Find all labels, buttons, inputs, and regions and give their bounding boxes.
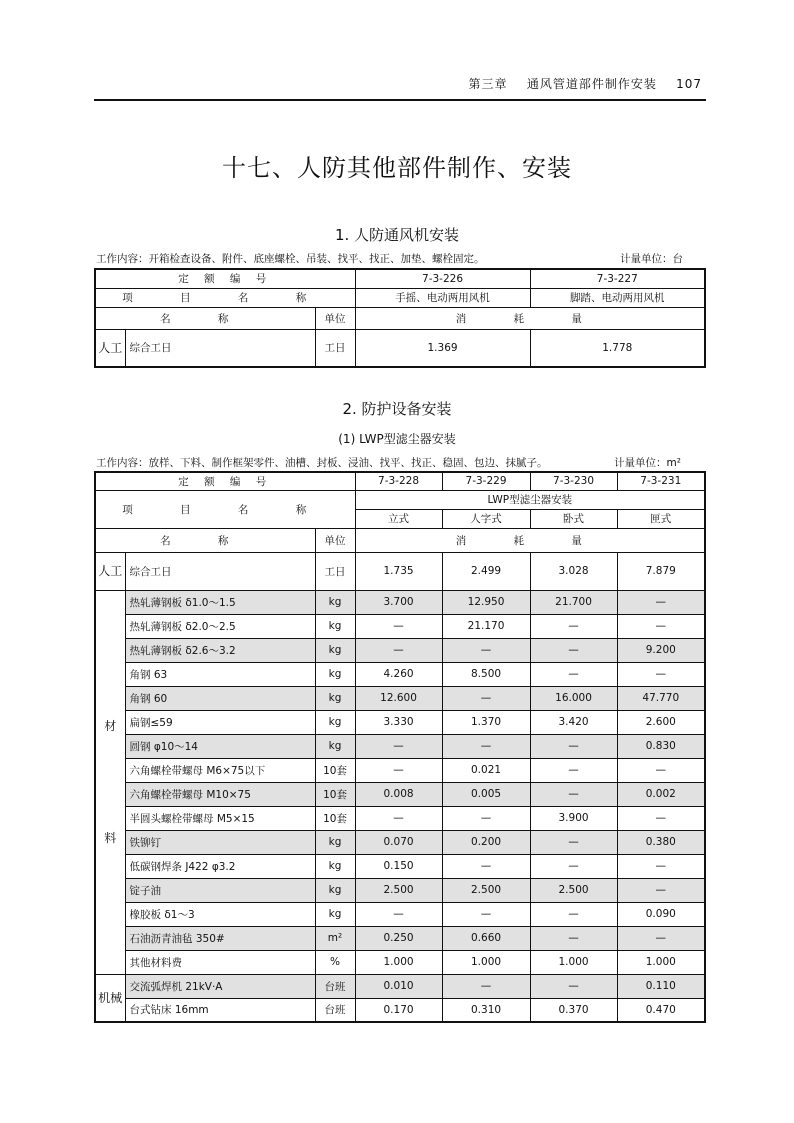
item-row: [95, 288, 705, 307]
unit-header: 单位: [315, 307, 355, 329]
table-row: [95, 590, 705, 614]
machines-section: [95, 974, 705, 1022]
row-value: —: [530, 758, 617, 782]
labor-value: 1.778: [530, 329, 705, 367]
machines-category: [95, 974, 125, 1022]
labor-value: 2.499: [442, 552, 530, 590]
running-header: [469, 75, 702, 92]
row-value: 0.008: [355, 782, 442, 806]
row-value: 1.000: [530, 950, 617, 974]
code-row: [95, 269, 705, 288]
code-cell: 7-3-226: [355, 269, 530, 288]
section1-title: 1. 人防通风机安装: [334, 226, 460, 244]
table-row: [95, 806, 705, 830]
table-row: [95, 734, 705, 758]
labor-unit: 工日: [315, 329, 355, 367]
page-number: 107: [676, 77, 702, 91]
row-value: —: [530, 902, 617, 926]
fan-install-table: [94, 268, 706, 368]
row-name: 台式钻床 16mm: [125, 998, 315, 1022]
consumption-header: 消 耗 量: [355, 528, 705, 552]
row-unit: kg: [315, 734, 355, 758]
item-cell: 立式: [355, 509, 442, 528]
row-value: 2.500: [355, 878, 442, 902]
code-label: 定 额 编 号: [95, 472, 355, 490]
code-cell: 7-3-228: [355, 472, 442, 490]
row-value: 1.370: [442, 710, 530, 734]
row-name: 半圆头螺栓带螺母 M5×15: [125, 806, 315, 830]
row-value: —: [617, 590, 705, 614]
group-header-row: [95, 490, 705, 509]
row-unit: kg: [315, 638, 355, 662]
code-row: [95, 472, 705, 490]
header-rule: [94, 99, 706, 101]
row-unit: kg: [315, 878, 355, 902]
row-name: 圆钢 φ10～14: [125, 734, 315, 758]
materials-category-char: 料: [104, 831, 117, 845]
consumption-header: 消 耗 量: [355, 307, 705, 329]
row-value: 0.170: [355, 998, 442, 1022]
row-value: —: [617, 614, 705, 638]
item-cell: 手摇、电动两用风机: [355, 288, 530, 307]
row-unit: 台班: [315, 998, 355, 1022]
row-value: —: [530, 782, 617, 806]
unit-header: 单位: [315, 528, 355, 552]
row-unit: kg: [315, 710, 355, 734]
row-unit: kg: [315, 590, 355, 614]
row-name: 热轧薄钢板 δ2.6～3.2: [125, 638, 315, 662]
row-name: 角钢 60: [125, 686, 315, 710]
labor-value: 7.879: [617, 552, 705, 590]
row-name: 六角螺栓带螺母 M6×75以下: [125, 758, 315, 782]
materials-section: [95, 590, 705, 974]
row-value: 1.000: [442, 950, 530, 974]
row-value: —: [442, 806, 530, 830]
row-unit: kg: [315, 854, 355, 878]
row-value: 0.470: [617, 998, 705, 1022]
row-value: 0.070: [355, 830, 442, 854]
labor-unit: 工日: [315, 552, 355, 590]
row-value: 1.000: [355, 950, 442, 974]
labor-value: 1.369: [355, 329, 530, 367]
row-unit: kg: [315, 830, 355, 854]
row-unit: %: [315, 950, 355, 974]
column-header-row: [95, 307, 705, 329]
row-value: —: [442, 854, 530, 878]
row-value: 3.700: [355, 590, 442, 614]
row-unit: kg: [315, 614, 355, 638]
materials-category-char: 材: [104, 719, 117, 733]
row-value: —: [617, 926, 705, 950]
labor-category: 人工: [95, 552, 125, 590]
item-cell: 脚踏、电动两用风机: [530, 288, 705, 307]
row-value: 0.660: [442, 926, 530, 950]
section2-title: 2. 防护设备安装: [342, 400, 452, 418]
labor-value: 1.735: [355, 552, 442, 590]
row-unit: 10套: [315, 806, 355, 830]
table-row: [95, 758, 705, 782]
row-value: —: [355, 614, 442, 638]
row-name: 交流弧焊机 21kV·A: [125, 974, 315, 998]
row-value: —: [355, 734, 442, 758]
row-unit: 10套: [315, 758, 355, 782]
row-value: 16.000: [530, 686, 617, 710]
code-cell: 7-3-231: [617, 472, 705, 490]
row-value: —: [442, 686, 530, 710]
row-value: —: [442, 974, 530, 998]
row-name: 石油沥青油毡 350#: [125, 926, 315, 950]
row-value: —: [355, 902, 442, 926]
row-value: —: [530, 830, 617, 854]
row-value: 0.150: [355, 854, 442, 878]
table-row: [95, 662, 705, 686]
section2-unit: 计量单位：m²: [614, 457, 681, 469]
row-name: 角钢 63: [125, 662, 315, 686]
row-name: 锭子油: [125, 878, 315, 902]
row-value: 21.700: [530, 590, 617, 614]
code-cell: 7-3-227: [530, 269, 705, 288]
item-label: 项 目 名 称: [95, 288, 355, 307]
row-value: 2.600: [617, 710, 705, 734]
section1-work-content: 工作内容：开箱检查设备、附件、底座螺栓、吊装、找平、找正、加垫、螺栓固定。: [96, 253, 485, 265]
row-value: —: [617, 854, 705, 878]
row-value: —: [530, 926, 617, 950]
table-row: [95, 854, 705, 878]
table-row: [95, 686, 705, 710]
section2-work-content: 工作内容：放样、下料、制作框架零件、油槽、封板、浸油、找平、找正、稳固、包边、抹腻子。: [96, 457, 548, 469]
name-header: 名 称: [95, 307, 315, 329]
item-cell: 卧式: [530, 509, 617, 528]
row-value: 3.420: [530, 710, 617, 734]
row-name: 热轧薄钢板 δ2.0～2.5: [125, 614, 315, 638]
table-row: [95, 926, 705, 950]
page-title: 十七、人防其他部件制作、安装: [222, 154, 572, 182]
table-row: [95, 830, 705, 854]
row-value: 0.380: [617, 830, 705, 854]
row-value: —: [617, 758, 705, 782]
row-value: —: [442, 734, 530, 758]
row-value: 21.170: [442, 614, 530, 638]
row-value: 0.021: [442, 758, 530, 782]
group-header: LWP型滤尘器安装: [355, 490, 705, 509]
row-value: 0.110: [617, 974, 705, 998]
row-value: —: [442, 902, 530, 926]
row-value: —: [617, 878, 705, 902]
row-value: 0.090: [617, 902, 705, 926]
row-value: —: [617, 806, 705, 830]
labor-name: 综合工日: [125, 329, 315, 367]
chapter-number: 第三章: [468, 77, 508, 91]
table-row: [95, 950, 705, 974]
row-unit: kg: [315, 902, 355, 926]
row-value: 0.005: [442, 782, 530, 806]
table-row: [95, 902, 705, 926]
row-unit: kg: [315, 662, 355, 686]
row-value: 2.500: [442, 878, 530, 902]
row-name: 其他材料费: [125, 950, 315, 974]
row-value: —: [530, 614, 617, 638]
row-value: —: [355, 806, 442, 830]
table-row: [95, 878, 705, 902]
item-cell: 匣式: [617, 509, 705, 528]
row-value: 0.250: [355, 926, 442, 950]
row-value: 12.600: [355, 686, 442, 710]
chapter-title: 通风管道部件制作安装: [526, 77, 657, 91]
row-value: 0.002: [617, 782, 705, 806]
row-value: —: [617, 662, 705, 686]
table-row: [95, 710, 705, 734]
row-value: 0.010: [355, 974, 442, 998]
machines-category-char: 机械: [98, 990, 123, 1005]
row-value: 8.500: [442, 662, 530, 686]
row-name: 橡胶板 δ1～3: [125, 902, 315, 926]
row-value: 0.370: [530, 998, 617, 1022]
table-row: [95, 614, 705, 638]
labor-row: [95, 329, 705, 367]
labor-value: 3.028: [530, 552, 617, 590]
row-value: 0.310: [442, 998, 530, 1022]
row-value: 47.770: [617, 686, 705, 710]
row-name: 低碳钢焊条 J422 φ3.2: [125, 854, 315, 878]
labor-row: [95, 552, 705, 590]
row-name: 热轧薄钢板 δ1.0～1.5: [125, 590, 315, 614]
materials-category: [95, 590, 125, 974]
table-row: [95, 974, 705, 998]
row-value: 3.330: [355, 710, 442, 734]
section2-subtitle: (1) LWP型滤尘器安装: [338, 432, 456, 446]
code-label: 定 额 编 号: [95, 269, 355, 288]
row-value: —: [530, 734, 617, 758]
row-value: —: [442, 638, 530, 662]
row-unit: m²: [315, 926, 355, 950]
row-value: 4.260: [355, 662, 442, 686]
name-header: 名 称: [95, 528, 315, 552]
row-value: 0.200: [442, 830, 530, 854]
row-value: 2.500: [530, 878, 617, 902]
filter-install-table: [94, 471, 706, 1023]
row-name: 扁钢≤59: [125, 710, 315, 734]
row-value: —: [530, 662, 617, 686]
row-value: 0.830: [617, 734, 705, 758]
row-unit: 台班: [315, 974, 355, 998]
item-label: 项 目 名 称: [95, 490, 355, 528]
row-value: 1.000: [617, 950, 705, 974]
labor-category: 人工: [95, 329, 125, 367]
row-value: —: [530, 974, 617, 998]
row-value: 9.200: [617, 638, 705, 662]
row-value: —: [355, 758, 442, 782]
table-row: [95, 782, 705, 806]
section1-unit: 计量单位：台: [620, 253, 683, 265]
row-value: —: [530, 638, 617, 662]
table-row: [95, 998, 705, 1022]
code-cell: 7-3-229: [442, 472, 530, 490]
row-unit: 10套: [315, 782, 355, 806]
table-row: [95, 638, 705, 662]
row-value: —: [530, 854, 617, 878]
row-name: 六角螺栓带螺母 M10×75: [125, 782, 315, 806]
item-cell: 人字式: [442, 509, 530, 528]
labor-name: 综合工日: [125, 552, 315, 590]
row-value: 12.950: [442, 590, 530, 614]
row-value: 3.900: [530, 806, 617, 830]
column-header-row: [95, 528, 705, 552]
row-name: 铁铆钉: [125, 830, 315, 854]
code-cell: 7-3-230: [530, 472, 617, 490]
row-value: —: [355, 638, 442, 662]
row-unit: kg: [315, 686, 355, 710]
